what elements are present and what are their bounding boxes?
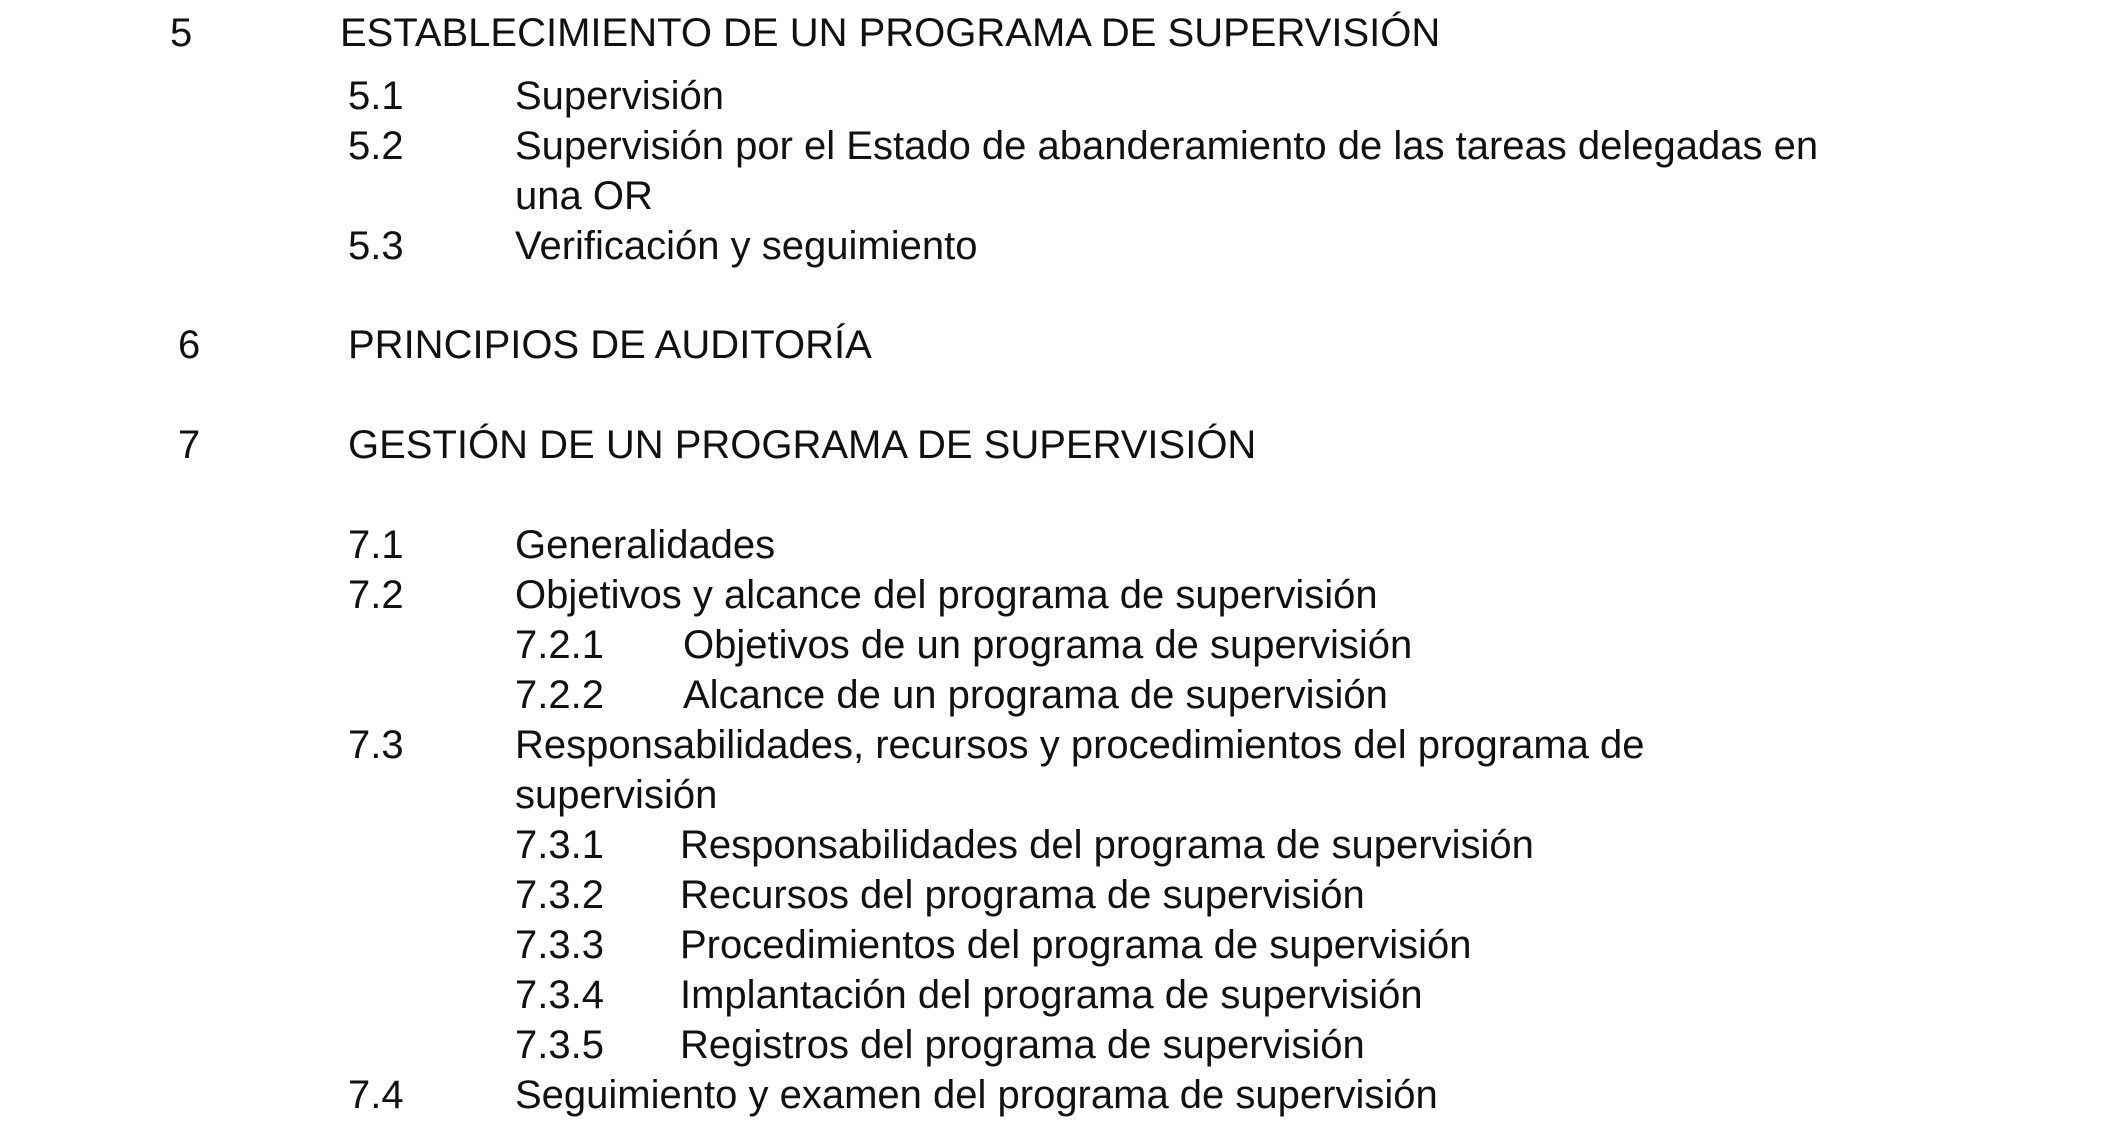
toc-number: 7 (178, 423, 201, 467)
toc-entry-continuation (0, 171, 2126, 221)
toc-title: Seguimiento y examen del programa de supervisión (515, 1073, 1438, 1117)
toc-entry (0, 970, 2126, 1020)
toc-entry (0, 820, 2126, 870)
toc-number: 5.1 (348, 74, 404, 118)
toc-number: 7.3.5 (515, 1023, 604, 1067)
toc-entry-continuation (0, 770, 2126, 820)
toc-number: 7.2.2 (515, 673, 604, 717)
toc-number: 7.3.1 (515, 823, 604, 867)
toc-entry (0, 920, 2126, 970)
toc-number: 7.3.2 (515, 873, 604, 917)
toc-title: Supervisión por el Estado de abanderamiento de las tareas delegadas en (515, 124, 1819, 168)
toc-entry (0, 1070, 2126, 1120)
toc-title: Responsabilidades, recursos y procedimientos del programa de (515, 723, 1645, 767)
toc-entry (0, 620, 2126, 670)
toc-entry (0, 221, 2126, 271)
toc-title: PRINCIPIOS DE AUDITORÍA (348, 323, 872, 367)
toc-number: 7.1 (348, 523, 404, 567)
toc-title: ESTABLECIMIENTO DE UN PROGRAMA DE SUPERVISIÓN (340, 11, 1441, 55)
toc-number: 7.3.3 (515, 923, 604, 967)
toc-title: Generalidades (515, 523, 776, 567)
toc-entry (0, 121, 2126, 171)
toc-number: 7.2.1 (515, 623, 604, 667)
toc-title-continuation: supervisión (515, 773, 718, 817)
toc-title: Registros del programa de supervisión (680, 1023, 1365, 1067)
toc-entry (0, 520, 2126, 570)
toc-entry (0, 870, 2126, 920)
toc-number: 5 (170, 11, 193, 55)
toc-title: Objetivos y alcance del programa de supervisión (515, 573, 1378, 617)
toc-title: GESTIÓN DE UN PROGRAMA DE SUPERVISIÓN (348, 423, 1257, 467)
toc-title: Alcance de un programa de supervisión (683, 673, 1388, 717)
toc-entry (0, 71, 2126, 121)
toc-title: Supervisión (515, 74, 725, 118)
toc-title: Implantación del programa de supervisión (680, 973, 1423, 1017)
toc-number: 7.2 (348, 573, 404, 617)
toc-title: Responsabilidades del programa de supervisión (680, 823, 1534, 867)
toc-number: 7.4 (348, 1073, 404, 1117)
toc-entry (0, 320, 2126, 370)
toc-number: 5.3 (348, 224, 404, 268)
toc-entry (0, 420, 2126, 470)
toc-entry (0, 1020, 2126, 1070)
toc-number: 5.2 (348, 124, 404, 168)
toc-entry (0, 8, 2126, 58)
toc-title-continuation: una OR (515, 174, 653, 218)
toc-number: 7.3 (348, 723, 404, 767)
toc-title: Recursos del programa de supervisión (680, 873, 1365, 917)
toc-title: Procedimientos del programa de supervisión (680, 923, 1472, 967)
toc-number: 6 (178, 323, 201, 367)
toc-title: Verificación y seguimiento (515, 224, 978, 268)
toc-title: Objetivos de un programa de supervisión (683, 623, 1413, 667)
toc-entry (0, 720, 2126, 770)
toc-entry (0, 570, 2126, 620)
toc-entry (0, 670, 2126, 720)
toc-number: 7.3.4 (515, 973, 604, 1017)
